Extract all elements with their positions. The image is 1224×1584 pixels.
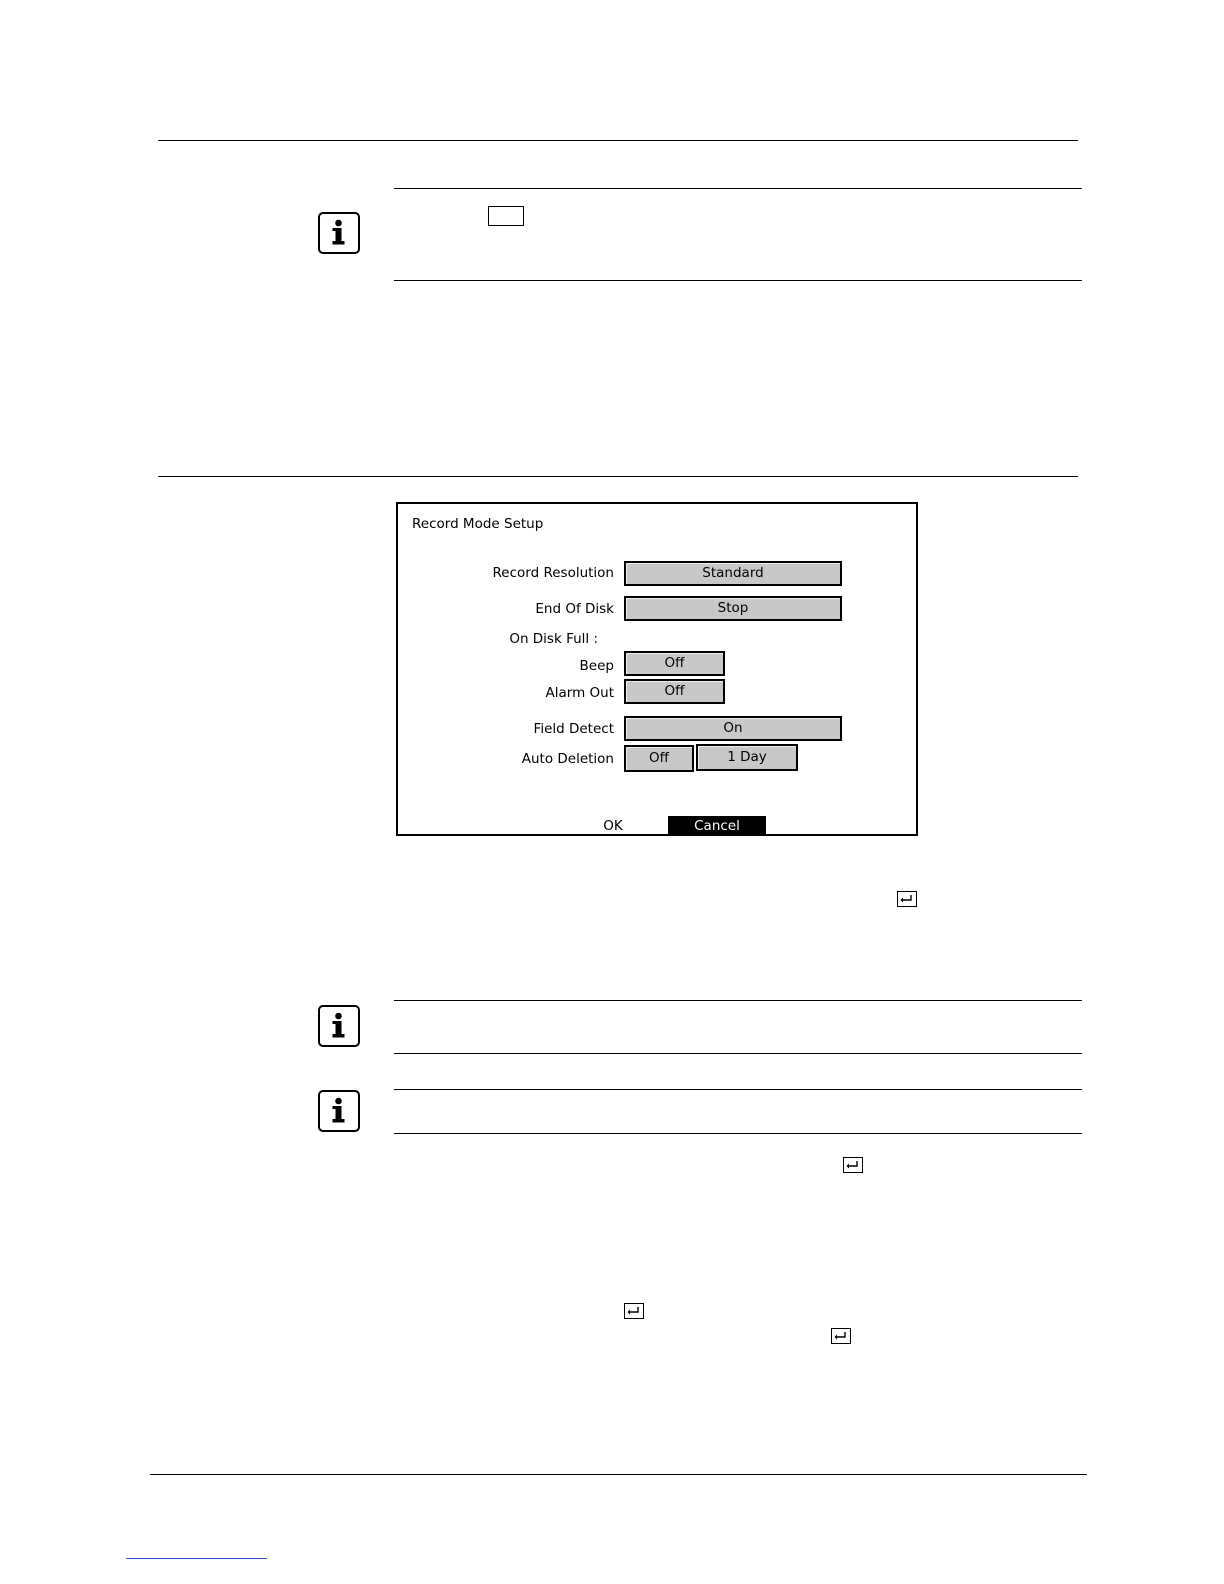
record-resolution-field[interactable]: Standard <box>624 561 842 586</box>
beep-label: Beep <box>579 658 614 674</box>
info-icon <box>318 1090 360 1132</box>
key-button-icon <box>488 206 524 226</box>
end-of-disk-label: End Of Disk <box>535 601 614 617</box>
alarm-out-label: Alarm Out <box>545 685 614 701</box>
note-divider <box>394 1133 1082 1134</box>
ok-button[interactable]: OK <box>603 818 623 834</box>
record-mode-setup-dialog <box>396 502 918 836</box>
note-divider <box>394 1089 1082 1090</box>
enter-key-icon <box>831 1328 851 1344</box>
auto-deletion-period-field[interactable]: 1 Day <box>696 744 798 771</box>
footer-divider <box>150 1474 1087 1475</box>
footer-link[interactable] <box>126 1558 267 1559</box>
auto-deletion-label: Auto Deletion <box>521 751 614 767</box>
beep-field[interactable]: Off <box>624 651 725 676</box>
section-divider-middle <box>158 476 1078 477</box>
on-disk-full-label: On Disk Full : <box>509 631 598 647</box>
field-detect-label: Field Detect <box>533 721 614 737</box>
note-divider <box>394 1053 1082 1054</box>
note-divider <box>394 280 1082 281</box>
field-detect-field[interactable]: On <box>624 716 842 741</box>
end-of-disk-field[interactable]: Stop <box>624 596 842 621</box>
note-divider <box>394 188 1082 189</box>
dialog-title: Record Mode Setup <box>412 516 544 532</box>
enter-key-icon <box>624 1303 644 1319</box>
note-divider <box>394 1000 1082 1001</box>
record-resolution-label: Record Resolution <box>492 565 614 581</box>
cancel-button[interactable]: Cancel <box>668 816 766 836</box>
info-icon <box>318 1005 360 1047</box>
alarm-out-field[interactable]: Off <box>624 679 725 704</box>
info-icon <box>318 212 360 254</box>
enter-key-icon <box>843 1157 863 1173</box>
section-divider-top <box>158 140 1078 141</box>
enter-key-icon <box>897 891 917 907</box>
auto-deletion-field[interactable]: Off <box>624 745 694 772</box>
